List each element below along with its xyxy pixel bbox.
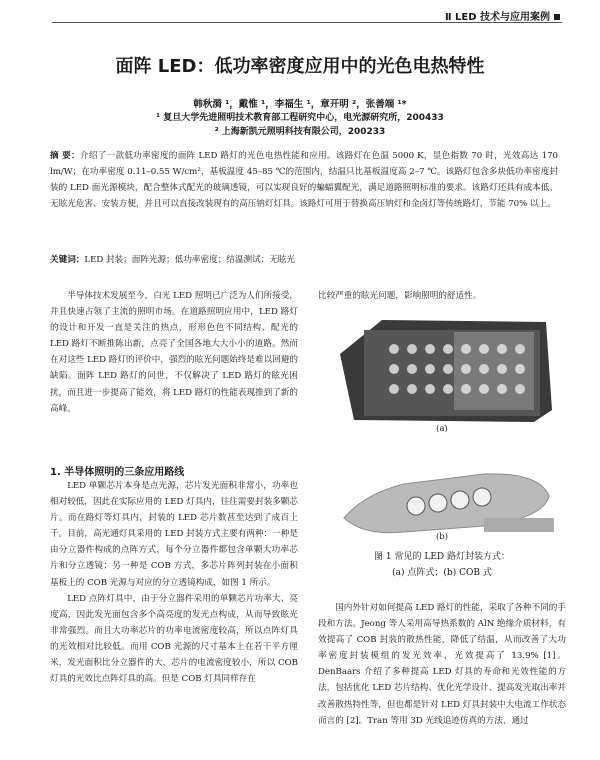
- figure-subcaption: (a) 点阵式；(b) COB 式: [392, 568, 492, 578]
- column2-top-text: 比较严重的眩光问题，影响照明的舒适性。: [318, 291, 482, 301]
- header-divider: [52, 22, 562, 23]
- section1-paragraph-1: LED 单颗芯片本身是点光源，芯片发光面积非常小，功率也相对较低，因此在实际应用的 LED 灯具内，往往需要封装多颗芯片。而在路灯等灯具内，封装的 LED 芯片数甚至达到了成百上千。目前，高光通灯具采用的 LED 封装方式主要有两种：一种是由分立器件构成的点阵方式，每个分立器件都包含单颗大功率芯片和分立透镜；另一种是 COB 方式，多芯片阵列封装在小面积基板上的 COB 光源与对应的分立透镜构成，如图 1 所示。: [50, 481, 298, 588]
- header-square-icon: [554, 14, 560, 20]
- abstract: [50, 148, 558, 212]
- keywords: [50, 253, 558, 265]
- figure-1b-label: (b): [435, 532, 449, 542]
- figure-1a-dot-matrix-luminaire: [334, 314, 556, 426]
- section1-paragraph-2: LED 点阵灯具中，由于分立器件采用的单颗芯片功率大、亮度高，因此发光面包含多个高亮度的发光点构成，从而导致眩光非常强烈。而且大功率芯片的功率电流密度较高，所以点阵灯具的光效相对比较低。而用 COB 光源的尺寸基本上在若干平方厘米，发光面积比分立器件的大，芯片的电流密度较小，所以 COB 灯具的光效比点阵灯具的高。但是 COB 灯具同样存在: [50, 593, 298, 685]
- keywords-text: LED 封装；面阵光源；低功率密度；结温测试；无眩光: [84, 255, 296, 265]
- figure-1a-label: (a): [436, 424, 448, 434]
- column2-body: 国内外针对如何提高 LED 路灯的性能，采取了各种不同的手段和方法。Jeong 等人采用高导热系数的 AlN 绝缘介质材料，有效提高了 COB 封装的散热性能，降低了结温，从而改善了大功率密度封装模组的发光效率，光效提高了 13.9% [1]。DenBaars 介绍了多种提高 LED 灯具的寿命和光效性能的方法，包括优化 LED 芯片结构、优化光学设计、提高发光取出率并改善散热特性等，但也都是针对 LED 灯具封装中大电流工作状态而言的 [2]。Tran 等用 3D 光线追迹仿真的方法，通过: [318, 603, 566, 726]
- paper-title: 面阵 LED：低功率密度应用中的光色电热特性: [115, 56, 485, 77]
- affiliation-1: ¹ 复旦大学先进照明技术教育部工程研究中心，电光源研究所，200433: [156, 113, 444, 123]
- abstract-label: 摘 要：: [50, 151, 80, 161]
- keywords-label: 关键词：: [50, 255, 85, 265]
- section1-body: [50, 478, 298, 687]
- figure-caption: 图 1 常见的 LED 路灯封装方式：: [374, 552, 510, 562]
- section-heading-1: 1. 半导体照明的三条应用路线: [50, 467, 185, 478]
- affiliation-2: ² 上海新凯元照明科技有限公司，200233: [214, 127, 386, 137]
- running-header: Ⅱ LED 技术与应用案例: [445, 8, 560, 23]
- abstract-text: 介绍了一款低功率密度的面阵 LED 路灯的光色电热性能和应用。该路灯在色温 5000 K，显色指数 70 时，光效高达 170 lm/W；在功率密度 0.11–0.55 W/cm²，基板温度 45–85 ℃的范围内，结温只比基板温度高 2–7 ℃。该路灯包含多块低功率密度封装的 LED 面光源模块，配合整体式配光的玻璃透镜，可以实现良好的蝙蝠翼配光，满足道路照明标准的要求。该路灯还具有成本低、无眩光危害、安装方便，并且可以直接改装现有的高压钠灯灯具。该路灯可用于替换高压钠灯和金卤灯等传统路灯，节能 70% 以上。: [50, 151, 559, 209]
- intro-paragraph: 半导体技术发展至今，白光 LED 照明已广泛为人们所接受，并且快速占领了主流的照明市场。在道路照明应用中，LED 路灯的设计和开发一直是关注的热点，形形色色不同结构、配光的 LED 路灯不断推陈出新，点亮了全国各地大大小小的道路。然而在对这些 LED 路灯的评价中，强烈的眩光问题始终是难以回避的缺陷。面阵 LED 路灯的问世，不仅解决了 LED 路灯的眩光困扰，而且进一步提高了能效，将 LED 路灯的性能表现推到了新的高峰。: [50, 291, 298, 414]
- authors: 韩秋漪 ¹，戴惟 ¹，李福生 ¹，章开明 ²，张善端 ¹*: [193, 99, 407, 110]
